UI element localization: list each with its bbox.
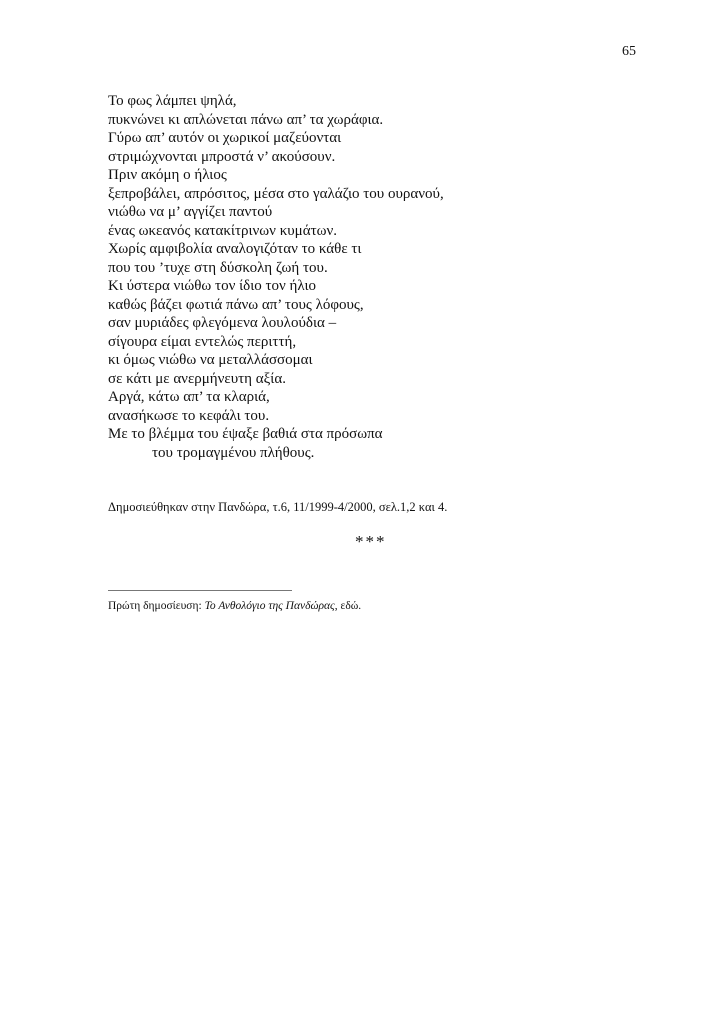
- poem-line: Χωρίς αμφιβολία αναλογιζόταν το κάθε τι: [108, 241, 362, 257]
- footnote-suffix: , εδώ.: [334, 600, 362, 612]
- poem-line: σίγουρα είμαι εντελώς περιττή,: [108, 333, 297, 350]
- footnote-divider: [108, 590, 292, 591]
- page-number: 65: [622, 44, 636, 59]
- poem-line: καθώς βάζει φωτιά πάνω απ’ τους λόφους,: [108, 296, 364, 313]
- poem-line: κι όμως νιώθω να μεταλλάσσομαι: [108, 352, 313, 368]
- poem-line: ένας ωκεανός κατακίτρινων κυμάτων.: [108, 222, 338, 239]
- poem-line: νιώθω να μ’ αγγίζει παντού: [108, 204, 273, 220]
- poem-line: Γύρω απ’ αυτόν οι χωρικοί μαζεύονται: [108, 130, 342, 146]
- poem-line: σαν μυριάδες φλεγόμενα λουλούδια –: [108, 315, 337, 331]
- footnote-anthology-link[interactable]: Το Ανθολόγιο της Πανδώρας: [204, 600, 335, 612]
- publication-note: Δημοσιεύθηκαν στην Πανδώρα, τ.6, 11/1999-4/2000, σελ.1,2 και 4.: [108, 500, 448, 514]
- poem-line: σε κάτι με ανερμήνευτη αξία.: [108, 370, 286, 387]
- poem-line: του τρομαγμένου πλήθους.: [152, 444, 315, 461]
- footnote: [108, 600, 361, 612]
- poem-line: στριμώχνονται μπροστά ν’ ακούσουν.: [108, 148, 336, 165]
- poem-line: Κι ύστερα νιώθω τον ίδιο τον ήλιο: [108, 278, 317, 294]
- section-separator: ***: [355, 532, 387, 551]
- poem-line: πυκνώνει κι απλώνεται πάνω απ’ τα χωράφια.: [108, 111, 384, 128]
- poem-line: Αργά, κάτω απ’ τα κλαριά,: [108, 389, 270, 405]
- poem: [108, 92, 668, 462]
- poem-line: που του ’τυχε στη δύσκολη ζωή του.: [108, 259, 328, 276]
- poem-line: Το φως λάμπει ψηλά,: [108, 93, 237, 109]
- poem-line: ανασήκωσε το κεφάλι του.: [108, 407, 270, 424]
- poem-line: ξεπροβάλει, απρόσιτος, μέσα στο γαλάζιο του ουρανού,: [108, 185, 444, 202]
- poem-line: Με το βλέμμα του έψαξε βαθιά στα πρόσωπα: [108, 426, 383, 442]
- footnote-prefix: Πρώτη δημοσίευση:: [108, 600, 205, 612]
- poem-line: Πριν ακόμη ο ήλιος: [108, 167, 227, 183]
